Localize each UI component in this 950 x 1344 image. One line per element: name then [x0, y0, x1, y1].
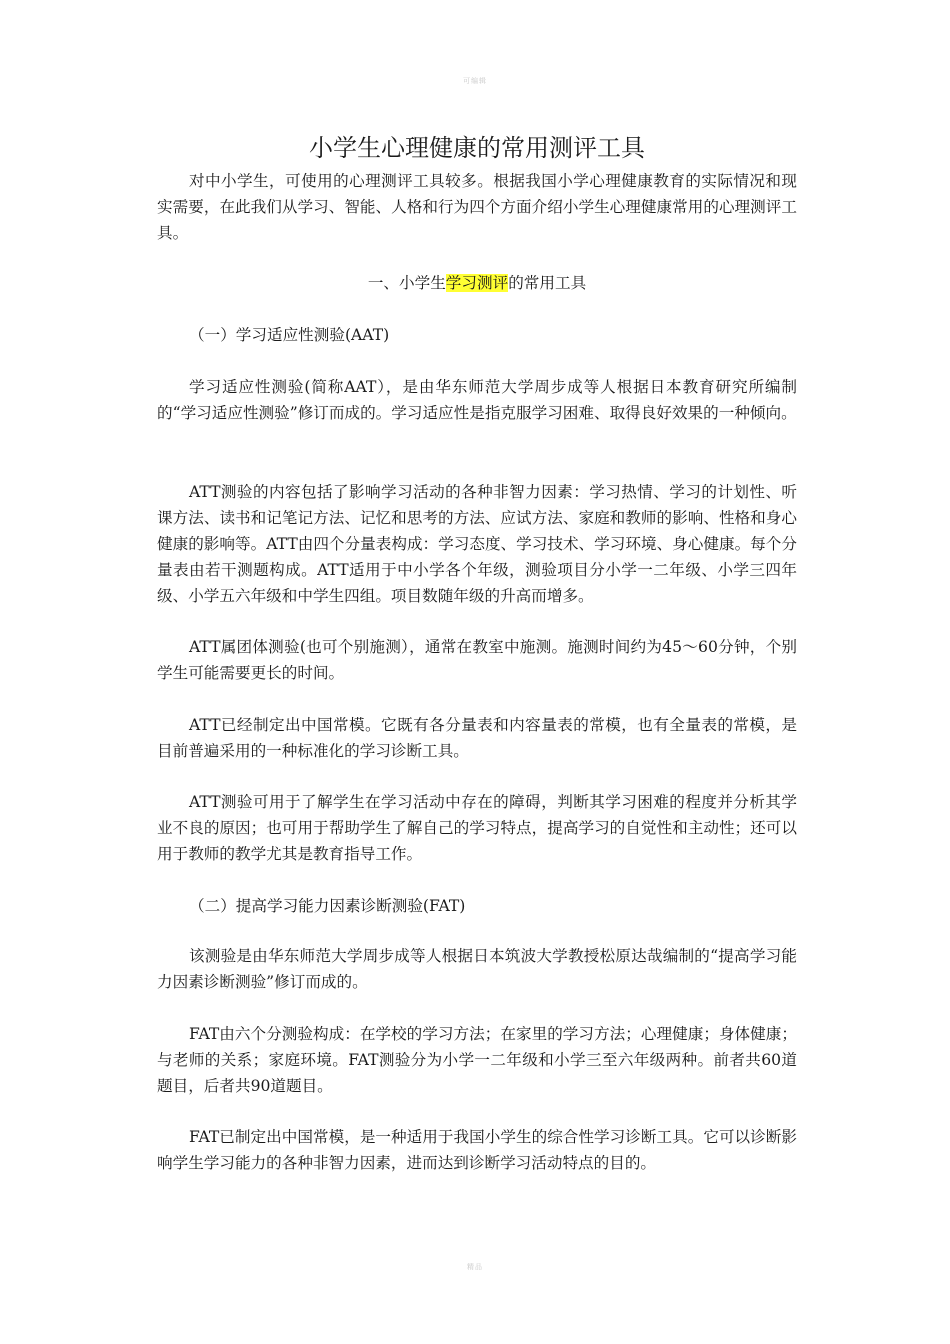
aat-paragraph: ATT测验的内容包括了影响学习活动的各种非智力因素：学习热情、学习的计划性、听课方法、读书和记笔记方法、记忆和思考的方法、应试方法、家庭和教师的影响、性格和身心健康的影响等。ATT由四个分量表构成：学习态度、学习技术、学习环境、身心健康。每个分量表由若干测题构成。ATT适用于中小学各个年级，测验项目分小学一二年级、小学三四年级、小学五六年级和中学生四组。项目数随年级的升高而增多。	[157, 483, 797, 605]
fat-paragraph: FAT已制定出中国常模，是一种适用于我国小学生的综合性学习诊断工具。它可以诊断影响学生学习能力的各种非智力因素，进而达到诊断学习活动特点的目的。	[157, 1128, 797, 1172]
subsection-heading-aat: （一）学习适应性测验(AAT)	[189, 326, 390, 344]
section-heading-suffix: 的常用工具	[508, 274, 587, 292]
fat-paragraph: FAT由六个分测验构成：在学校的学习方法；在家里的学习方法；心理健康；身体健康；与老师的关系；家庭环境。FAT测验分为小学一二年级和小学三至六年级两种。前者共60道题目，后者共90道题目。	[157, 1025, 797, 1095]
header-watermark: 可编辑	[463, 77, 487, 85]
subsection-heading-fat: （二）提高学习能力因素诊断测验(FAT)	[189, 897, 466, 915]
section-heading-highlight: 学习测评	[445, 274, 509, 292]
section-heading-prefix: 一、小学生	[367, 274, 446, 292]
aat-paragraph: ATT属团体测验(也可个别施测），通常在教室中施测。施测时间约为45～60分钟，个别学生可能需要更长的时间。	[157, 638, 797, 682]
aat-paragraph: ATT已经制定出中国常模。它既有各分量表和内容量表的常模，也有全量表的常模，是目前普遍采用的一种标准化的学习诊断工具。	[157, 716, 797, 760]
aat-paragraph: 学习适应性测验(简称AAT），是由华东师范大学周步成等人根据日本教育研究所编制的“学习适应性测验”修订而成的。学习适应性是指克服学习困难、取得良好效果的一种倾向。	[157, 378, 797, 422]
fat-paragraph: 该测验是由华东师范大学周步成等人根据日本筑波大学教授松原达哉编制的“提高学习能力因素诊断测验”修订而成的。	[157, 947, 797, 991]
footer-watermark: 精品	[467, 1263, 483, 1271]
section-heading-1	[157, 270, 797, 296]
aat-paragraph: ATT测验可用于了解学生在学习活动中存在的障碍，判断其学习困难的程度并分析其学业不良的原因；也可用于帮助学生了解自己的学习特点，提高学习的自觉性和主动性；还可以用于教师的教学尤其是教育指导工作。	[157, 793, 797, 863]
document-title: 小学生心理健康的常用测评工具	[309, 134, 645, 163]
intro-paragraph: 对中小学生，可使用的心理测评工具较多。根据我国小学心理健康教育的实际情况和现实需要，在此我们从学习、智能、人格和行为四个方面介绍小学生心理健康常用的心理测评工具。	[157, 172, 797, 242]
